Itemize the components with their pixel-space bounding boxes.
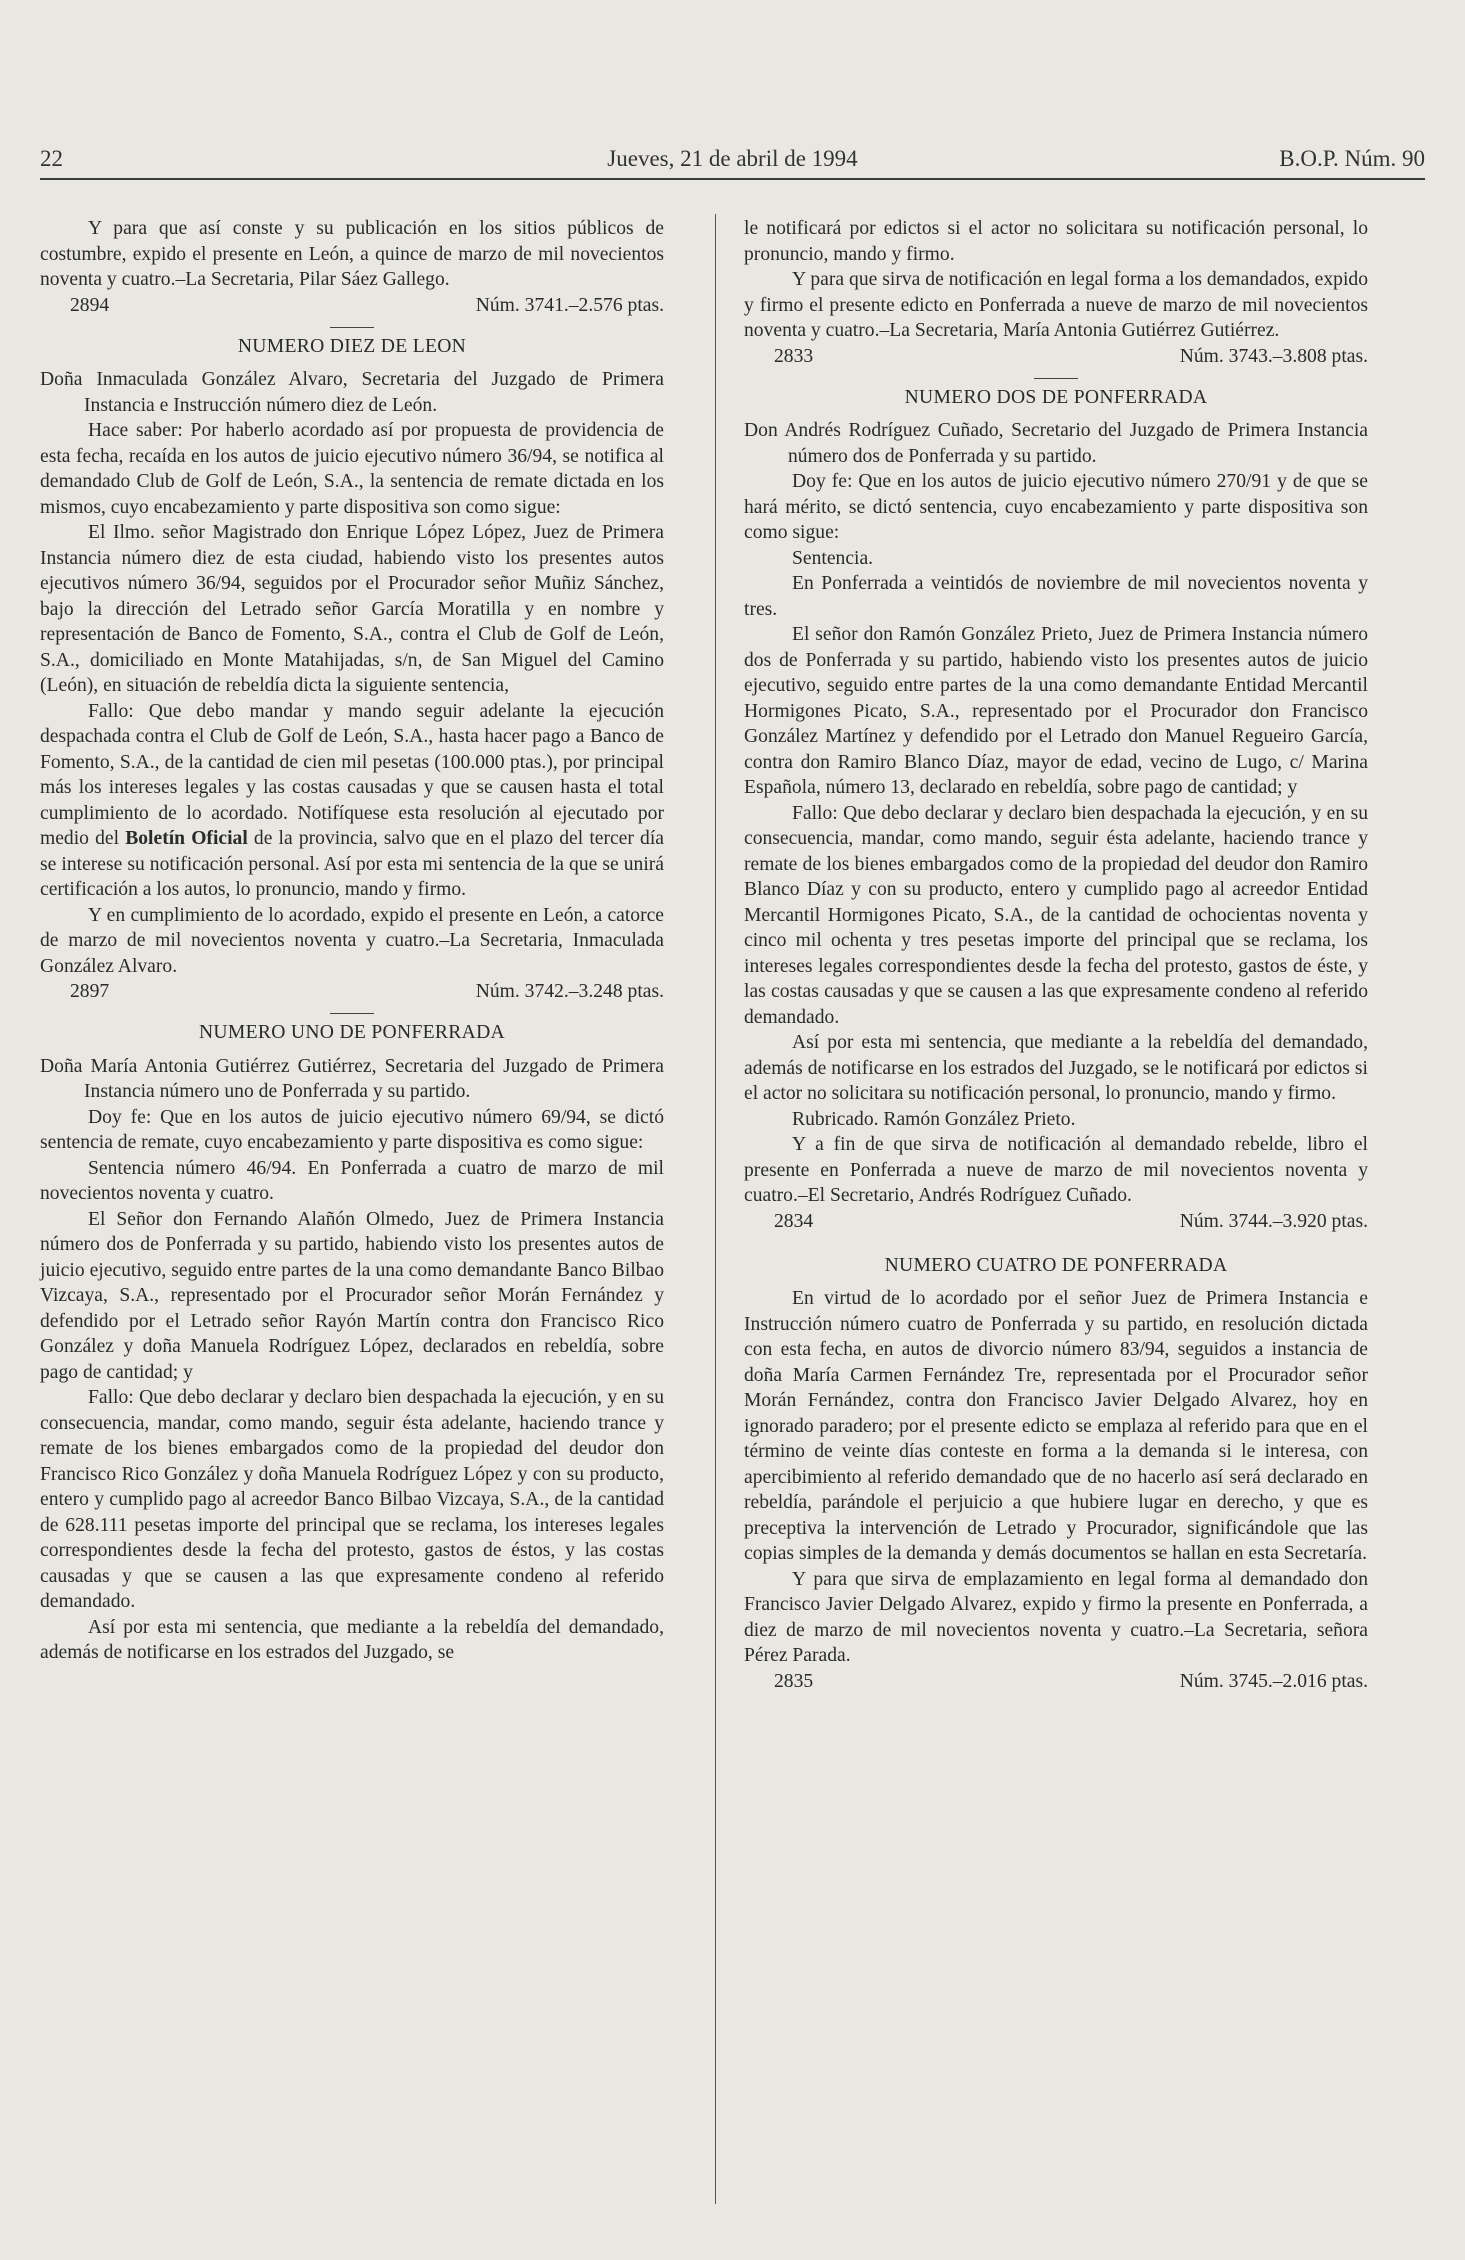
paragraph-text: de la provincia, salvo que en el plazo del tercer día se interese su notificación personal. Así por esta mi sentencia de la que se unirá certificación a los autos, lo pronuncio, mando y firmo.: [40, 828, 664, 900]
reference-code: 2897: [70, 981, 110, 1002]
paragraph: Así por esta mi sentencia, que mediante a la rebeldía del demandado, además de notificarse en los estrados del Juzgado, se: [40, 1616, 664, 1663]
paragraph: Doy fe: Que en los autos de juicio ejecutivo número 69/94, se dictó sentencia de remate, cuyo encabezamiento y parte dispositiva es como sigue:: [40, 1106, 664, 1153]
paragraph: le notificará por edictos si el actor no solicitara su notificación personal, lo pronuncio, mando y firmo.: [744, 218, 1368, 265]
section-lead: Doña Inmaculada González Alvaro, Secretaria del Juzgado de Primera Instancia e Instrucción número diez de León.: [40, 369, 664, 416]
separator-rule: [330, 1013, 374, 1014]
section-lead: Don Andrés Rodríguez Cuñado, Secretario del Juzgado de Primera Instancia número dos de Ponferrada y su partido.: [744, 420, 1368, 467]
left-column: [40, 216, 664, 1666]
reference-line: [744, 1209, 1368, 1235]
page-number: 22: [40, 146, 63, 171]
section-title: NUMERO CUATRO DE PONFERRADA: [884, 1254, 1228, 1276]
paragraph: Así por esta mi sentencia, que mediante a la rebeldía del demandado, además de notificarse en los estrados del Juzgado, se le notificará por edictos si el actor no solicitara su notificación personal, lo pronuncio, mando y firmo.: [744, 1032, 1368, 1104]
paragraph: Hace saber: Por haberlo acordado así por propuesta de providencia de esta fecha, recaída en los autos de juicio ejecutivo número 36/94, se notifica al demandado Club de Golf de León, S.A., la sentencia de remate dictada en los mismos, cuyo encabezamiento y parte dispositiva son como sigue:: [40, 420, 664, 518]
boletin-oficial-text: Boletín Oficial: [125, 828, 248, 849]
reference-line: [40, 979, 664, 1005]
paragraph: El Ilmo. señor Magistrado don Enrique López López, Juez de Primera Instancia número diez de esta ciudad, habiendo visto los presentes autos ejecutivos número 36/94, seguidos por el Procurador señor Muñiz Sánchez, bajo la dirección del Letrado señor García Moratilla y en nombre y representación de Banco de Fomento, S.A., contra el Club de Golf de León, S.A., domiciliado en Monte Matahijadas, s/n, de San Miguel del Camino (León), en situación de rebeldía dicta la siguiente sentencia,: [40, 522, 664, 696]
reference-number: Núm. 3745.–2.016 ptas.: [1179, 1670, 1368, 1692]
paragraph: Doy fe: Que en los autos de juicio ejecutivo número 270/91 y de que se hará mérito, se dictó sentencia, cuyo encabezamiento y parte dispositiva son como sigue:: [744, 471, 1368, 543]
paragraph: Sentencia número 46/94. En Ponferrada a cuatro de marzo de mil novecientos noventa y cuatro.: [40, 1157, 664, 1204]
paragraph: [40, 699, 664, 903]
section-title: NUMERO DIEZ DE LEON: [237, 335, 467, 357]
paragraph: Rubricado. Ramón González Prieto.: [792, 1108, 1076, 1130]
separator-rule: [1034, 378, 1078, 379]
spacer: [744, 1239, 1368, 1253]
reference-number: Núm. 3743.–3.808 ptas.: [1179, 345, 1368, 367]
page-header: [40, 138, 1425, 178]
paragraph-text: Fallo: Que debo mandar y mando seguir adelante la ejecución despachada contra el Club de Golf de León, S.A., hasta hacer pago a Banco de Fomento, S.A., de la cantidad de cien mil pesetas (100.000 ptas.), por principal más los intereses legales y las costas causadas y que se causen hasta el total cumplimiento de lo acordado. Notifíquese esta resolución al ejecutado por medio del: [40, 700, 664, 849]
separator-rule: [330, 327, 374, 328]
paragraph: Sentencia.: [792, 547, 874, 569]
paragraph: Y a fin de que sirva de notificación al demandado rebelde, libro el presente en Ponferrada a nueve de marzo de mil novecientos noventa y cuatro.–El Secretario, Andrés Rodríguez Cuñado.: [744, 1134, 1368, 1206]
paragraph: Fallo: Que debo declarar y declaro bien despachada la ejecución, y en su consecuencia, mandar, como mando, seguir ésta adelante, haciendo trance y remate de los bienes embargados como de la propiedad del deudor don Ramiro Blanco Díaz y con su producto, entero y cumplido pago al acreedor Entidad Mercantil Hormigones Picato, S.A., de la cantidad de ochocientas noventa y cinco mil ochenta y tres pesetas importe del principal que se reclama, los intereses legales correspondientes desde la fecha del protesto, gastos de éste, y las costas causadas y que se causen a las que expresamente condeno al referido demandado.: [744, 802, 1368, 1028]
section-lead: Doña María Antonia Gutiérrez Gutiérrez, Secretaria del Juzgado de Primera Instancia número uno de Ponferrada y su partido.: [40, 1055, 664, 1102]
section-title: NUMERO DOS DE PONFERRADA: [904, 386, 1208, 408]
right-column: [744, 216, 1368, 1699]
paragraph: Y para que así conste y su publicación en los sitios públicos de costumbre, expido el presente en León, a quince de marzo de mil novecientos noventa y cuatro.–La Secretaria, Pilar Sáez Gallego.: [40, 218, 664, 290]
reference-number: Núm. 3741.–2.576 ptas.: [475, 294, 664, 316]
reference-code: 2835: [774, 1670, 814, 1692]
paragraph: Y para que sirva de notificación en legal forma a los demandados, expido y firmo el presente edicto en Ponferrada a nueve de marzo de mil novecientos noventa y cuatro.–La Secretaria, María Antonia Gutiérrez Gutiérrez.: [744, 269, 1368, 341]
paragraph: El señor don Ramón González Prieto, Juez de Primera Instancia número dos de Ponferrada y su partido, habiendo visto los presentes autos de juicio ejecutivo, seguido entre partes de la una como demandante Entidad Mercantil Hormigones Picato, S.A., representado por el Procurador don Francisco González Martínez y defendido por el Letrado don Manuel Regueiro García, contra don Ramiro Blanco Díaz, mayor de edad, vecino de Lugo, c/ Marina Española, número 13, declarado en rebeldía, sobre pago de cantidad; y: [744, 624, 1368, 798]
header-date: Jueves, 21 de abril de 1994: [607, 146, 858, 171]
reference-number: Núm. 3742.–3.248 ptas.: [475, 981, 664, 1002]
reference-line: [744, 1669, 1368, 1695]
reference-code: 2834: [774, 1210, 814, 1232]
reference-code: 2894: [70, 294, 110, 316]
header-rule: [40, 178, 1425, 180]
section-title: NUMERO UNO DE PONFERRADA: [198, 1022, 506, 1043]
column-divider: [715, 214, 716, 2204]
reference-line: [744, 344, 1368, 370]
reference-code: 2833: [774, 345, 814, 367]
reference-number: Núm. 3744.–3.920 ptas.: [1179, 1210, 1368, 1232]
paragraph: En Ponferrada a veintidós de noviembre de mil novecientos noventa y tres.: [744, 573, 1368, 620]
reference-line: [40, 293, 664, 319]
paragraph: En virtud de lo acordado por el señor Juez de Primera Instancia e Instrucción número cuatro de Ponferrada y su partido, en resolución dictada con esta fecha, en autos de divorcio número 83/94, seguidos a instancia de doña María Carmen Fernández Tre, representada por el Procurador señor Morán Fernández, contra don Francisco Javier Delgado Alvarez, hoy en ignorado paradero; por el presente edicto se emplaza al referido para que en el término de veinte días conteste en forma a la demanda si le interesa, con apercibimiento al referido demandado que de no hacerlo así será declarado en rebeldía, parándole el perjuicio a que hubiere lugar en derecho, y que es preceptiva la intervención de Letrado y Procurador, significándole que las copias simples de la demanda y demás documentos se hallan en esta Secretaría.: [744, 1288, 1368, 1564]
paragraph: Y en cumplimiento de lo acordado, expido el presente en León, a catorce de marzo de mil novecientos noventa y cuatro.–La Secretaria, Inmaculada González Alvaro.: [40, 904, 664, 977]
paragraph: Fallo: Que debo declarar y declaro bien despachada la ejecución, y en su consecuencia, mandar, como mando, seguir ésta adelante, haciendo trance y remate de los bienes embargados como de la propiedad del deudor don Francisco Rico González y doña Manuela Rodríguez López y con su producto, entero y cumplido pago al acreedor Banco Bilbao Vizcaya, S.A., de la cantidad de 628.111 pesetas importe del principal que se reclama, los intereses legales correspondientes desde la fecha del protesto, gastos de éstos, y las costas causadas y que se causen a las que expresamente condeno al referido demandado.: [40, 1387, 664, 1612]
header-issue: B.O.P. Núm. 90: [1279, 146, 1425, 171]
paragraph: Y para que sirva de emplazamiento en legal forma al demandado don Francisco Javier Delgado Alvarez, expido y firmo la presente en Ponferrada, a diez de marzo de mil novecientos noventa y cuatro.–La Secretaria, señora Pérez Parada.: [744, 1568, 1368, 1666]
paragraph: El Señor don Fernando Alañón Olmedo, Juez de Primera Instancia número dos de Ponferrada y su partido, habiendo visto los presentes autos de juicio ejecutivo, seguido entre partes de la una como demandante Banco Bilbao Vizcaya, S.A., representado por el Procurador señor Morán Fernández y defendido por el Letrado señor Rayón Martín contra don Francisco Rico González y doña Manuela Rodríguez López, declarados en rebeldía, sobre pago de cantidad; y: [40, 1208, 664, 1383]
